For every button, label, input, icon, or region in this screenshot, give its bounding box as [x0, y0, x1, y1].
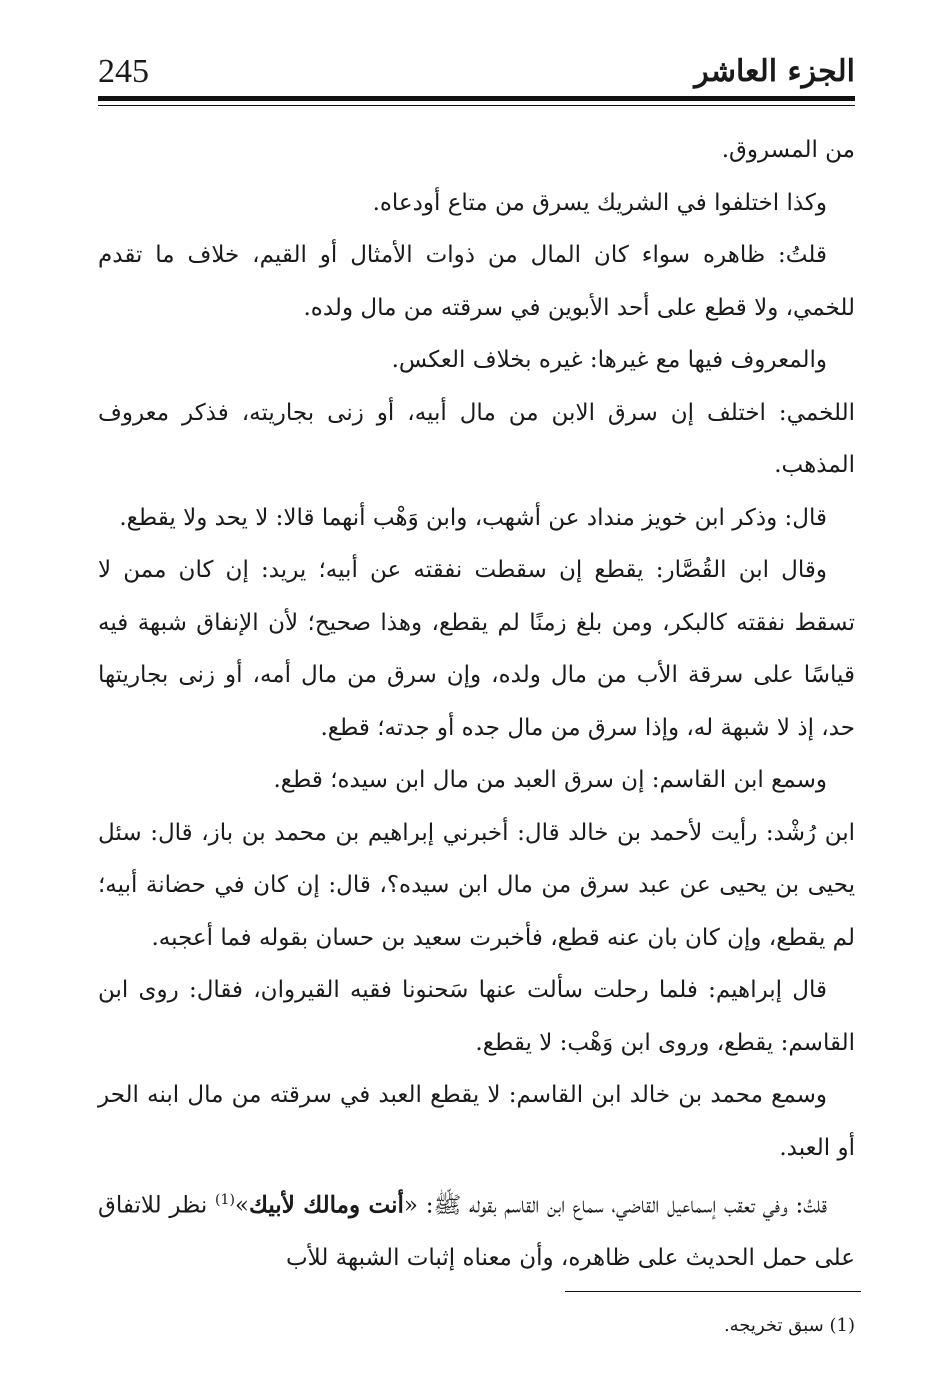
paragraph-last-intro: قلتُ: وفي تعقب إسماعيل القاضي، سماع ابن القاسم بقوله ﷺ: « [403, 1192, 828, 1219]
hadith-quote: أنت ومالك لأبيك [248, 1191, 404, 1219]
running-title: الجزء العاشر [694, 54, 855, 89]
paragraph: قلتُ: ظاهره سواء كان المال من ذوات الأمثال أو القيم، خلاف ما تقدم للخمي، ولا قطع على أحد الأبوين في سرقته من مال ولده. [98, 242, 855, 321]
paragraph: وسمع محمد بن خالد ابن القاسم: لا يقطع العبد في سرقته من مال ابنه الحر أو العبد. [98, 1082, 855, 1161]
header-rule-thick [98, 96, 855, 101]
paragraph-last [98, 1174, 855, 1285]
paragraph: وكذا اختلفوا في الشريك يسرق من متاع أودعاه. [372, 189, 827, 216]
paragraph: قال: وذكر ابن خويز منداد عن أشهب، وابن وَهْب أنهما قالا: لا يحد ولا يقطع. [119, 504, 827, 531]
paragraph: اللخمي: اختلف إن سرق الابن من مال أبيه، أو زنى بجاريته، فذكر معروف المذهب. [98, 399, 855, 478]
page-number: 245 [98, 53, 149, 90]
header-rule-thin [98, 105, 855, 106]
paragraph: من المسروق. [721, 137, 855, 163]
paragraph: وسمع ابن القاسم: إن سرق العبد من مال ابن سيده؛ قطع. [273, 767, 827, 793]
footnote-text: سبق تخريجه. [723, 1315, 824, 1336]
paragraph: والمعروف فيها مع غيرها: غيره بخلاف العكس. [391, 347, 827, 373]
footnote [98, 1312, 855, 1340]
page-header [98, 52, 855, 92]
footnote-reference: (1) [215, 1192, 235, 1208]
paragraph: وقال ابن القُصَّار: يقطع إن سقطت نفقته عن أبيه؛ يريد: إن كان ممن لا تسقط نفقته كالبكر، ومن بلغ زمنًا لم يقطع، وهذا صحيح؛ لأن الإنفاق شبهة فيه قياسًا على سرقة الأب من مال ولده، وإن سرق من مال أمه، أو زنى بجاريتها حد، إذ لا شبهة له، وإذا سرق من مال جده أو جدته؛ قطع. [98, 557, 855, 741]
quote-close: » [234, 1192, 249, 1219]
footnote-number: (1) [829, 1315, 855, 1336]
paragraph-last-rest: نظر للاتفاق على حمل الحديث على ظاهره، وأن معناه إثبات الشبهة للأب [98, 1192, 855, 1272]
paragraph: ابن رُشْد: رأيت لأحمد بن خالد قال: أخبرني إبراهيم بن محمد بن باز، قال: سئل يحيى بن يحيى عن عبد سرق من مال ابن سيده؟، قال: إن كان في حضانة أبيه؛ لم يقطع، وإن كان بان عنه قطع، فأخبرت سعيد بن حسان بقوله فما أعجبه. [98, 819, 855, 951]
paragraph: قال إبراهيم: فلما رحلت سألت عنها سَحنونا فقيه القيروان، فقال: روى ابن القاسم: يقطع، وروى ابن وَهْب: لا يقطع. [98, 977, 855, 1056]
footnote-separator [565, 1291, 861, 1292]
body-text [98, 124, 855, 1285]
